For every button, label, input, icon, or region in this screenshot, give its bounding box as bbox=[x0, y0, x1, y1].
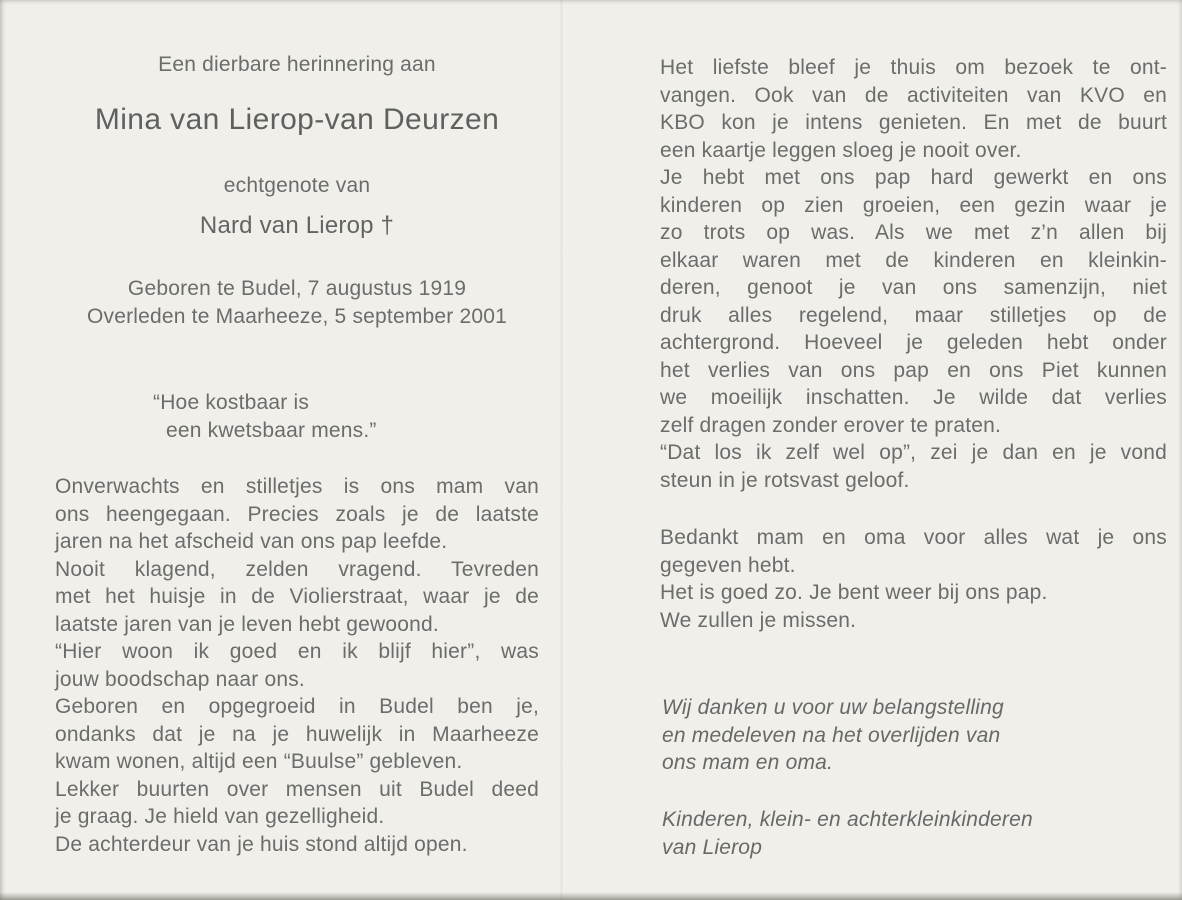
body-line: we moeilijk inschatten. Je wilde dat verlies bbox=[660, 386, 1167, 409]
body-line: je graag. Je hield van gezelligheid. bbox=[55, 805, 385, 828]
memorial-intro-line: Een dierbare herinnering aan bbox=[158, 53, 436, 76]
body-line: ons heengegaan. Precies zoals je de laatste bbox=[55, 502, 539, 526]
thanks-paragraph bbox=[660, 524, 1167, 634]
body-line: Je hebt met ons pap hard gewerkt en ons bbox=[660, 166, 1167, 189]
scan-bottom-edge bbox=[0, 892, 1182, 900]
body-line: ondanks dat je na je huwelijk in Maarheeze bbox=[55, 722, 539, 746]
closing-line: en medeleven na het overlijden van bbox=[662, 723, 1001, 747]
signature-block bbox=[662, 806, 1169, 861]
body-line: zelf dragen zonder erover te praten. bbox=[660, 413, 1002, 437]
signature-line: van Lierop bbox=[662, 835, 763, 859]
thanks-line: Bedankt mam en oma voor alles wat je ons bbox=[660, 526, 1167, 549]
body-line: jaren na het afscheid van ons pap leefde. bbox=[55, 530, 448, 553]
spouse-intro-line: echtgenote van bbox=[223, 174, 371, 197]
card-fold-line bbox=[560, 0, 563, 900]
body-line: vangen. Ook van de activiteiten van KVO en bbox=[660, 83, 1167, 107]
body-line: “Hier woon ik goed en ik blijf hier”, was bbox=[55, 640, 539, 663]
closing-line: Wij danken u voor uw belangstelling bbox=[662, 696, 1004, 719]
signature-line: Kinderen, klein- en achterkleinkinderen bbox=[662, 808, 1033, 831]
thanks-line: Het is goed zo. Je bent weer bij ons pap. bbox=[660, 581, 1048, 604]
quote-line: een kwetsbaar mens.” bbox=[166, 418, 377, 442]
birth-line: Geboren te Budel, 7 augustus 1919 bbox=[127, 277, 467, 300]
deceased-name: Mina van Lierop-van Deurzen bbox=[94, 103, 500, 136]
body-line: kwam wonen, altijd een “Buulse” gebleven. bbox=[55, 750, 463, 773]
body-line: Lekker buurten over mensen uit Budel deed bbox=[55, 777, 539, 801]
body-line: KBO kon je intens genieten. En met de buurt bbox=[660, 111, 1167, 134]
body-line: jouw boodschap naar ons. bbox=[55, 667, 305, 691]
body-line: Nooit klagend, zelden vragend. Tevreden bbox=[55, 557, 539, 581]
body-line: kinderen op zien groeien, een gezin waar je bbox=[660, 193, 1167, 217]
right-body-paragraphs bbox=[660, 54, 1167, 494]
body-line: laatste jaren van je leven hebt gewoond. bbox=[55, 612, 439, 636]
body-line: met het huisje in de Violierstraat, waar je de bbox=[55, 585, 539, 608]
body-line: het verlies van ons pap en ons Piet kunnen bbox=[660, 358, 1167, 382]
acknowledgement-paragraph bbox=[662, 694, 1169, 777]
body-line: Geboren en opgegroeid in Budel ben je, bbox=[55, 695, 539, 718]
memorial-quote bbox=[153, 389, 493, 444]
body-line: elkaar waren met de kinderen en kleinkin- bbox=[660, 248, 1167, 272]
closing-line: ons mam en oma. bbox=[662, 751, 834, 774]
quote-line: “Hoe kostbaar is bbox=[153, 391, 310, 414]
body-line: De achterdeur van je huis stond altijd open. bbox=[55, 832, 468, 856]
body-line: druk alles regelend, maar stilletjes op de bbox=[660, 303, 1167, 327]
left-body-paragraphs bbox=[55, 473, 539, 858]
body-line: Onverwachts en stilletjes is ons mam van bbox=[55, 475, 539, 498]
death-line: Overleden te Maarheeze, 5 september 2001 bbox=[86, 305, 508, 328]
body-line: een kaartje leggen sloeg je nooit over. bbox=[660, 138, 1022, 162]
spouse-name: Nard van Lierop † bbox=[199, 212, 395, 239]
body-line: zo trots op was. Als we met z’n allen bij bbox=[660, 221, 1167, 244]
body-line: achtergrond. Hoeveel je geleden hebt onder bbox=[660, 331, 1167, 354]
body-line: Het liefste bleef je thuis om bezoek te ont- bbox=[660, 56, 1167, 79]
thanks-line: We zullen je missen. bbox=[660, 608, 857, 632]
thanks-line: gegeven hebt. bbox=[660, 553, 796, 577]
body-line: “Dat los ik zelf wel op”, zei je dan en je vond bbox=[660, 441, 1167, 464]
body-line: deren, genoot je van ons samenzijn, niet bbox=[660, 276, 1167, 299]
body-line: steun in je rotsvast geloof. bbox=[660, 468, 910, 492]
